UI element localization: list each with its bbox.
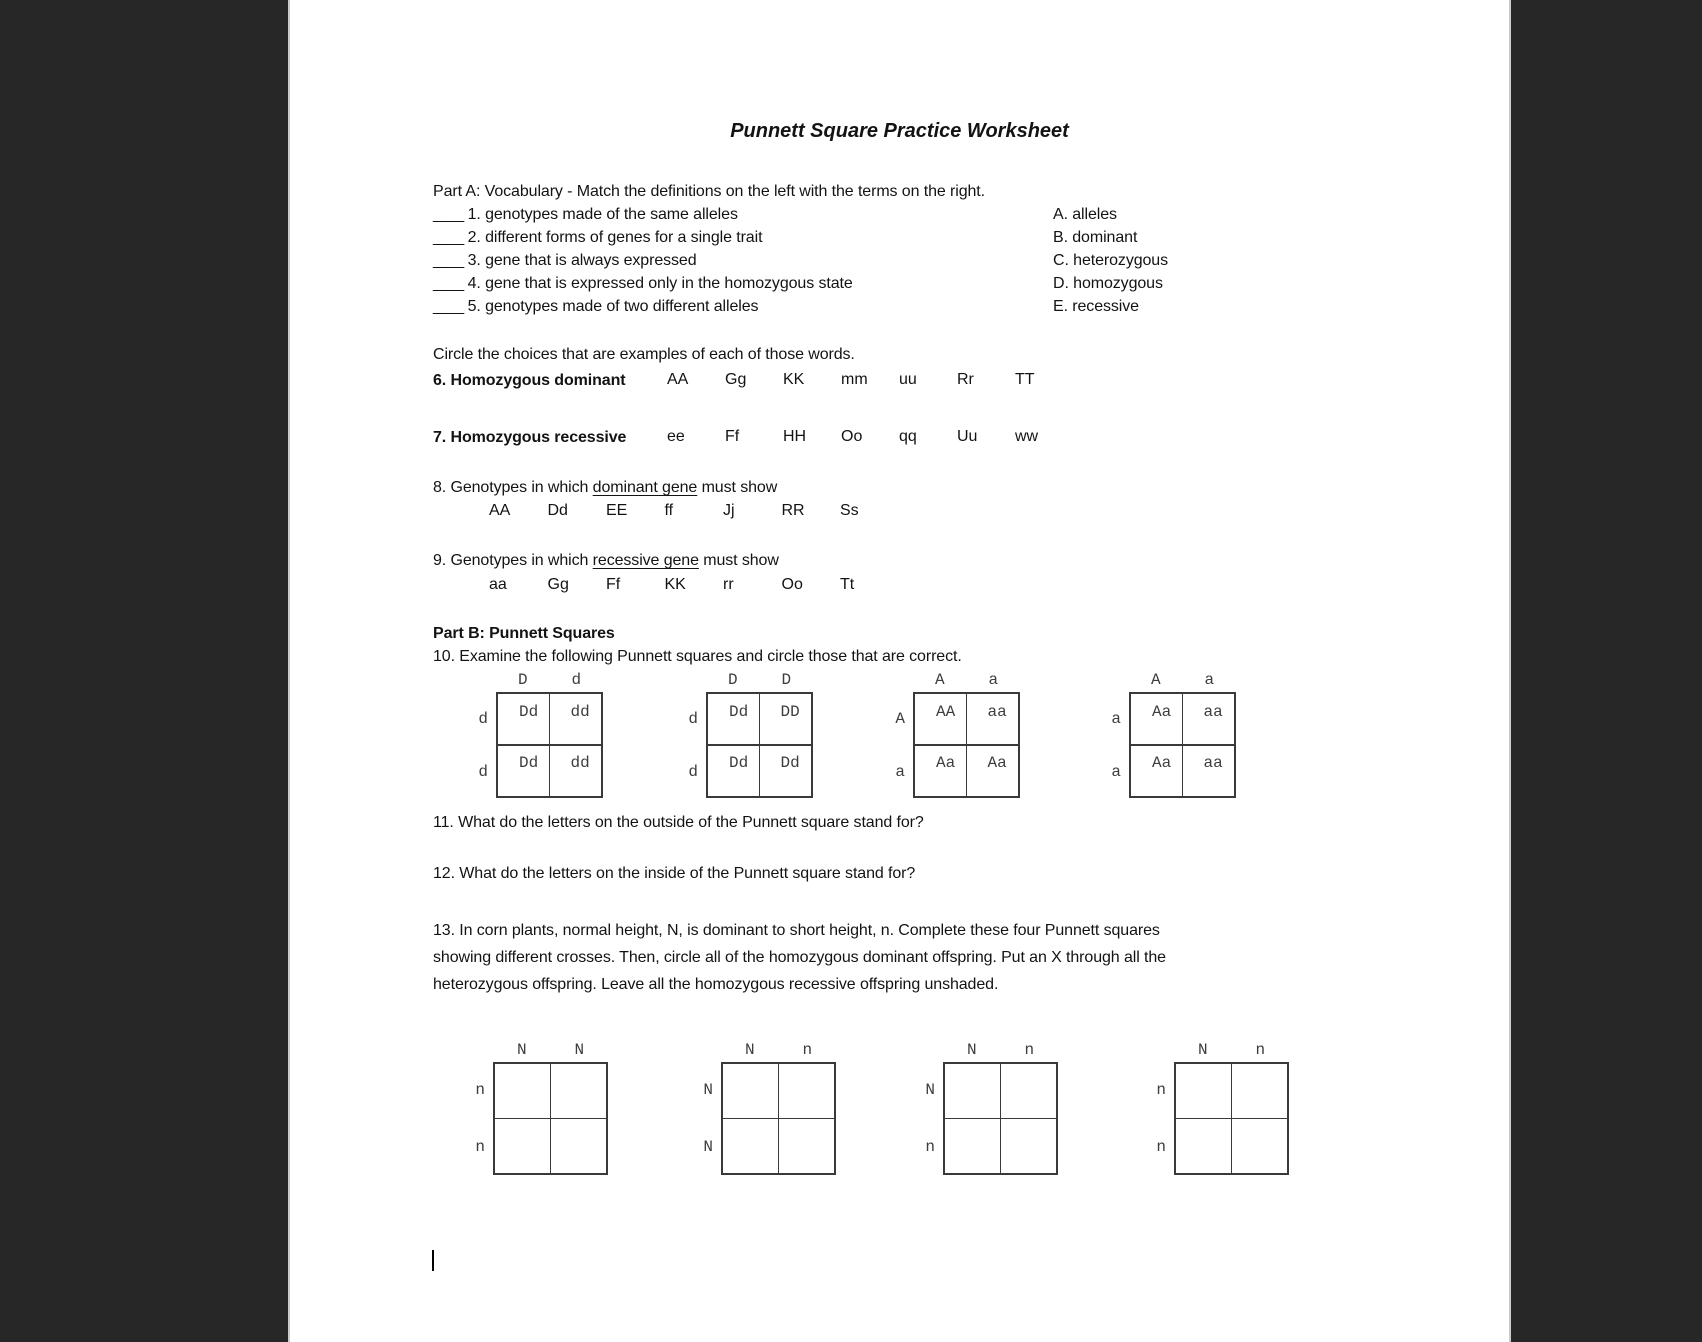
option[interactable]: AA	[489, 502, 511, 519]
allele-row-label: a	[895, 762, 905, 781]
question-9-underlined: recessive gene	[592, 552, 699, 569]
punnett-cell[interactable]	[1001, 1064, 1057, 1119]
question-10: 10. Examine the following Punnett squares and circle those that are correct.	[433, 648, 962, 665]
allele-row-label: d	[688, 762, 698, 781]
allele-row-label: N	[703, 1137, 713, 1156]
punnett-cell[interactable]	[1001, 1119, 1057, 1174]
option[interactable]: AA	[667, 371, 689, 388]
question-6-options	[667, 371, 1073, 389]
definition-text: 2. different forms of genes for a single trait	[467, 229, 763, 246]
allele-row-label: n	[925, 1137, 935, 1156]
question-8-options	[489, 502, 899, 520]
definition-item-4	[433, 274, 853, 294]
punnett-cell[interactable]	[1176, 1064, 1232, 1119]
term-item-d: D. homozygous	[1053, 275, 1163, 292]
punnett-cell: AA	[936, 703, 956, 721]
punnett-cell[interactable]	[723, 1064, 779, 1119]
definition-text: 1. genotypes made of the same alleles	[467, 206, 738, 223]
allele-row-label: A	[895, 709, 905, 728]
option[interactable]: Oo	[781, 576, 803, 593]
term-item-e: E. recessive	[1053, 298, 1139, 315]
option[interactable]: Ss	[840, 502, 859, 519]
option[interactable]: Dd	[547, 502, 568, 519]
term-item-a: A. alleles	[1053, 206, 1117, 223]
option[interactable]: Oo	[841, 428, 863, 445]
punnett-square	[1156, 1041, 1289, 1175]
punnett-square	[925, 1041, 1058, 1175]
allele-row-label: N	[925, 1081, 935, 1100]
punnett-cell: aa	[1203, 754, 1223, 772]
punnett-cell: Dd	[729, 754, 749, 772]
question-9-suffix: must show	[698, 552, 779, 569]
answer-blank[interactable]: ____	[433, 206, 463, 223]
punnett-grid	[943, 1062, 1058, 1175]
punnett-grid	[493, 1062, 608, 1175]
option[interactable]: Tt	[840, 576, 855, 593]
term-item-c: C. heterozygous	[1053, 252, 1169, 269]
punnett-cell[interactable]	[495, 1064, 551, 1119]
definition-item-2	[433, 228, 762, 248]
punnett-square	[475, 1041, 608, 1175]
punnett-grid	[721, 1062, 836, 1175]
punnett-cell[interactable]	[779, 1119, 835, 1174]
question-7-options	[667, 428, 1073, 446]
punnett-cell[interactable]	[1232, 1119, 1288, 1174]
option[interactable]: Ff	[725, 428, 740, 445]
question-12: 12. What do the letters on the inside of the Punnett square stand for?	[433, 865, 916, 882]
punnett-cell: dd	[570, 754, 590, 772]
question-8-label	[433, 478, 777, 498]
punnett-cell: DD	[780, 703, 800, 721]
allele-col-label: N	[1197, 1041, 1208, 1059]
option[interactable]: HH	[783, 428, 807, 445]
option[interactable]: KK	[783, 371, 805, 388]
allele-col-label: n	[1024, 1041, 1035, 1059]
option[interactable]: qq	[899, 428, 917, 445]
question-13-line-3: heterozygous offspring. Leave all the homozygous recessive offspring unshaded.	[433, 976, 999, 993]
punnett-cell: Aa	[1152, 703, 1172, 721]
allele-row-label: n	[475, 1081, 485, 1100]
punnett-cell[interactable]	[1232, 1064, 1288, 1119]
question-6-label: 6. Homozygous dominant	[433, 372, 626, 389]
circle-instruction: Circle the choices that are examples of each of those words.	[433, 346, 855, 363]
question-13-line-1: 13. In corn plants, normal height, N, is dominant to short height, n. Complete these four Punnett squares	[433, 922, 1160, 939]
punnett-cell: dd	[570, 703, 590, 721]
allele-col-label: D	[727, 671, 738, 689]
option[interactable]: TT	[1015, 371, 1035, 388]
punnett-cell[interactable]	[1176, 1119, 1232, 1174]
punnett-cell: Aa	[936, 754, 956, 772]
option[interactable]: KK	[664, 576, 686, 593]
allele-col-label: a	[988, 671, 999, 689]
punnett-cell: Aa	[987, 754, 1007, 772]
question-8-underlined: dominant gene	[592, 479, 698, 496]
question-9-prefix: 9. Genotypes in which	[433, 552, 593, 569]
punnett-cell: Dd	[519, 754, 539, 772]
punnett-cell[interactable]	[551, 1064, 607, 1119]
allele-col-label: n	[1255, 1041, 1266, 1059]
punnett-cell[interactable]	[945, 1119, 1001, 1174]
option[interactable]: RR	[781, 502, 805, 519]
definition-item-5	[433, 297, 758, 317]
punnett-square	[895, 671, 1020, 798]
allele-row-label: d	[478, 709, 488, 728]
allele-col-label: n	[802, 1041, 813, 1059]
allele-col-label: N	[574, 1041, 585, 1059]
answer-blank[interactable]: ____	[433, 298, 463, 315]
allele-row-label: n	[475, 1137, 485, 1156]
allele-col-label: a	[1204, 671, 1215, 689]
option[interactable]: rr	[723, 576, 734, 593]
definition-text: 4. gene that is expressed only in the homozygous state	[467, 275, 853, 292]
answer-blank[interactable]: ____	[433, 252, 463, 269]
punnett-cell: Dd	[780, 754, 800, 772]
part-a-heading: Part A: Vocabulary - Match the definitions on the left with the terms on the right.	[433, 183, 985, 200]
answer-blank[interactable]: ____	[433, 229, 463, 246]
punnett-cell[interactable]	[551, 1119, 607, 1174]
punnett-square	[688, 671, 813, 798]
question-13-line-2: showing different crosses. Then, circle all of the homozygous dominant offspring. Put an X through all the	[433, 949, 1166, 966]
allele-row-label: a	[1111, 762, 1121, 781]
punnett-cell[interactable]	[495, 1119, 551, 1174]
question-9-options	[489, 576, 899, 594]
question-8-suffix: must show	[697, 479, 778, 496]
punnett-grid	[1129, 692, 1236, 798]
definition-text: 5. genotypes made of two different alleles	[467, 298, 759, 315]
definition-item-3	[433, 251, 697, 271]
option[interactable]: Rr	[957, 371, 974, 388]
document-page[interactable]	[288, 0, 1511, 1342]
punnett-cell: Aa	[1152, 754, 1172, 772]
punnett-cell[interactable]	[723, 1119, 779, 1174]
option[interactable]: ff	[664, 502, 674, 519]
allele-row-label: n	[1156, 1137, 1166, 1156]
option[interactable]: aa	[489, 576, 507, 593]
definition-item-1	[433, 205, 738, 225]
allele-col-label: N	[516, 1041, 527, 1059]
allele-col-label: N	[744, 1041, 755, 1059]
term-item-b: B. dominant	[1053, 229, 1138, 246]
option[interactable]: uu	[899, 371, 917, 388]
punnett-grid	[1174, 1062, 1289, 1175]
text-cursor	[432, 1250, 434, 1271]
option[interactable]: Jj	[723, 502, 735, 519]
punnett-cell: aa	[987, 703, 1007, 721]
punnett-grid	[496, 692, 603, 798]
allele-col-label: A	[1150, 671, 1161, 689]
option[interactable]: ww	[1015, 428, 1039, 445]
option[interactable]: Ff	[606, 576, 621, 593]
allele-col-label: D	[781, 671, 792, 689]
option[interactable]: Uu	[957, 428, 978, 445]
allele-row-label: d	[688, 709, 698, 728]
punnett-square	[478, 671, 603, 798]
allele-col-label: N	[966, 1041, 977, 1059]
question-11: 11. What do the letters on the outside of the Punnett square stand for?	[433, 814, 924, 831]
punnett-square	[1111, 671, 1236, 798]
option[interactable]: Gg	[725, 371, 747, 388]
option[interactable]: Gg	[547, 576, 569, 593]
punnett-cell: Dd	[519, 703, 539, 721]
option[interactable]: ee	[667, 428, 685, 445]
allele-col-label: A	[934, 671, 945, 689]
punnett-cell: Dd	[729, 703, 749, 721]
allele-col-label: d	[571, 671, 582, 689]
allele-row-label: n	[1156, 1081, 1166, 1100]
page-content	[290, 0, 1509, 1342]
answer-blank[interactable]: ____	[433, 275, 463, 292]
question-8-prefix: 8. Genotypes in which	[433, 479, 593, 496]
option[interactable]: mm	[841, 371, 868, 388]
punnett-cell: aa	[1203, 703, 1223, 721]
allele-row-label: d	[478, 762, 488, 781]
allele-row-label: a	[1111, 709, 1121, 728]
punnett-grid	[913, 692, 1020, 798]
part-b-heading: Part B: Punnett Squares	[433, 625, 615, 642]
punnett-cell[interactable]	[945, 1064, 1001, 1119]
question-9-label	[433, 551, 779, 571]
allele-row-label: N	[703, 1081, 713, 1100]
punnett-cell[interactable]	[779, 1064, 835, 1119]
punnett-grid	[706, 692, 813, 798]
worksheet-title: Punnett Square Practice Worksheet	[730, 120, 1069, 142]
option[interactable]: EE	[606, 502, 628, 519]
definition-text: 3. gene that is always expressed	[467, 252, 697, 269]
punnett-square	[703, 1041, 836, 1175]
question-7-label: 7. Homozygous recessive	[433, 429, 627, 446]
allele-col-label: D	[517, 671, 528, 689]
